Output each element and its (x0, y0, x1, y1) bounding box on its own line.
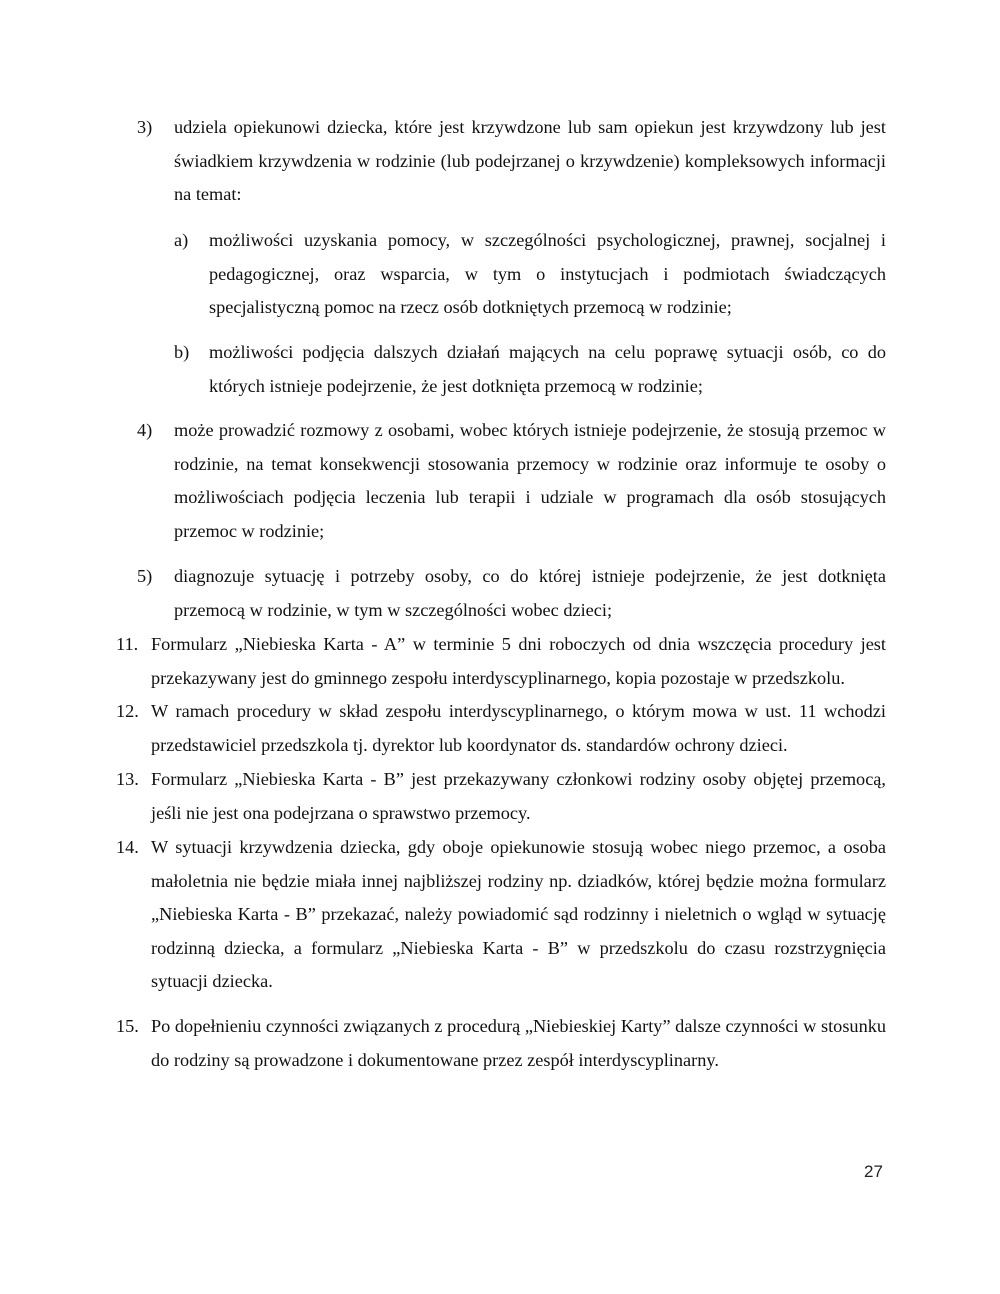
list-item-number: b) (174, 342, 190, 362)
list-item-text: udziela opiekunowi dziecka, które jest krzywdzone lub sam opiekun jest krzywdzony lub jest świadkiem krzywdzenia w rodzinie (lub podejrzanej o krzywdzenie) kompleksowych informacji na temat: (174, 117, 886, 204)
list-item-number: 4) (137, 420, 153, 440)
paragraph-number: 15. (116, 1016, 139, 1036)
list-item-number: 5) (137, 566, 153, 586)
paragraph-number: 13. (116, 769, 139, 789)
page-number: 27 (864, 1162, 883, 1181)
list-item-text: diagnozuje sytuację i potrzeby osoby, co do której istnieje podejrzenie, że jest dotknięta przemocą w rodzinie, w tym w szczególności wobec dzieci; (174, 566, 886, 620)
list-item-text: możliwości uzyskania pomocy, w szczególności psychologicznej, prawnej, socjalnej i pedagogicznej, oraz wsparcia, w tym o instytucjach i podmiotach świadczących specjalistyczną pomoc na rzecz osób dotkniętych przemocą w rodzinie; (209, 230, 886, 317)
paragraph-number: 12. (116, 701, 139, 721)
list-item-number: 3) (137, 117, 153, 137)
list-item-text: możliwości podjęcia dalszych działań mających na celu poprawę sytuacji osób, co do których istnieje podejrzenie, że jest dotknięta przemocą w rodzinie; (209, 342, 886, 396)
paragraph-number: 14. (116, 837, 139, 857)
paragraph-text: W ramach procedury w skład zespołu interdyscyplinarnego, o którym mowa w ust. 11 wchodzi przedstawiciel przedszkola tj. dyrektor lub koordynator ds. standardów ochrony dzieci. (151, 701, 886, 755)
paragraph-text: Po dopełnieniu czynności związanych z procedurą „Niebieskiej Karty” dalsze czynności w stosunku do rodziny są prowadzone i dokumentowane przez zespół interdyscyplinarny. (151, 1016, 886, 1070)
paragraph-text: Formularz „Niebieska Karta - B” jest przekazywany członkowi rodziny osoby objętej przemocą, jeśli nie jest ona podejrzana o sprawstwo przemocy. (151, 769, 886, 823)
paragraph-number: 11. (116, 634, 139, 654)
list-item-number: a) (174, 230, 189, 250)
paragraph-text: Formularz „Niebieska Karta - A” w terminie 5 dni roboczych od dnia wszczęcia procedury jest przekazywany jest do gminnego zespołu interdyscyplinarnego, kopia pozostaje w przedszkolu. (151, 634, 886, 688)
list-item-text: może prowadzić rozmowy z osobami, wobec których istnieje podejrzenie, że stosują przemoc w rodzinie, na temat konsekwencji stosowania przemocy w rodzinie oraz informuje te osoby o możliwościach podjęcia leczenia lub terapii i udziale w programach dla osób stosujących przemoc w rodzinie; (174, 420, 886, 541)
paragraph-text: W sytuacji krzywdzenia dziecka, gdy oboje opiekunowie stosują wobec niego przemoc, a osoba małoletnia nie będzie miała innej najbliższej rodziny np. dziadków, której będzie można formularz „Niebieska Karta - B” przekazać, należy powiadomić sąd rodzinny i nieletnich o wgląd w sytuację rodzinną dziecka, a formularz „Niebieska Karta - B” w przedszkolu do czasu rozstrzygnięcia sytuacji dziecka. (151, 837, 886, 991)
